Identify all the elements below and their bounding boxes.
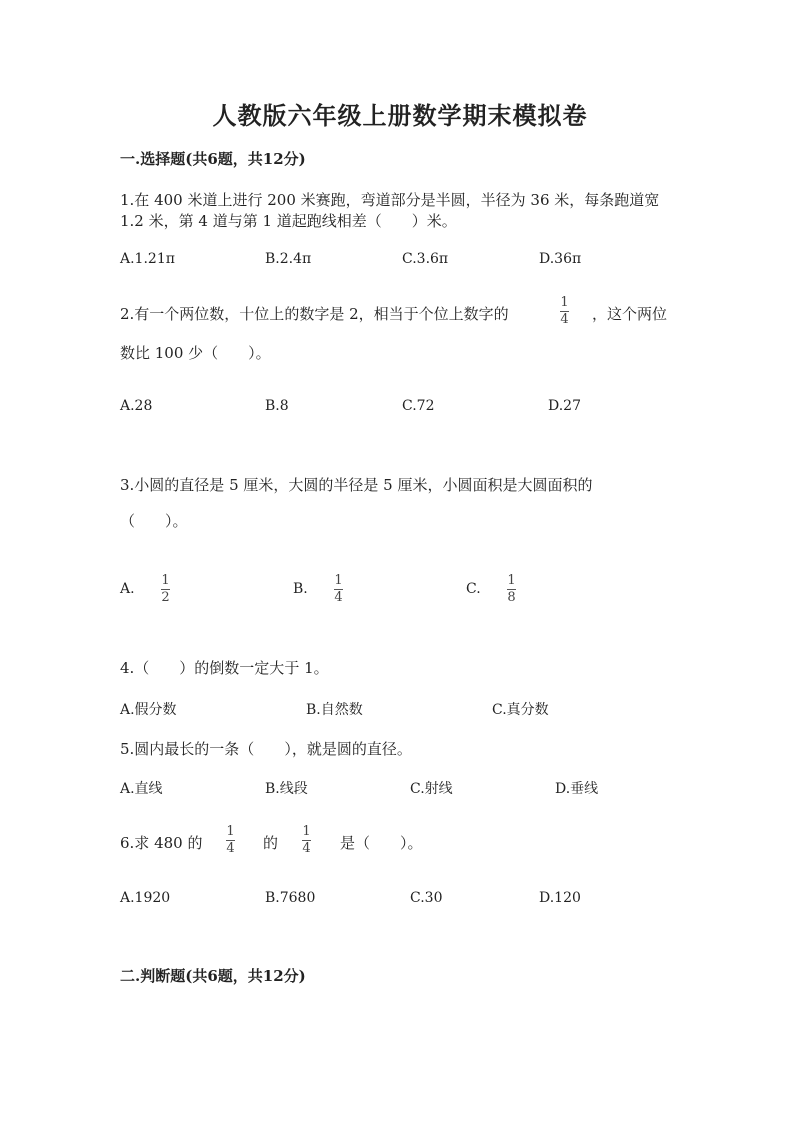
q2-option-b: B.8: [265, 398, 289, 414]
q2-fraction-numerator: 1: [560, 295, 569, 310]
q3-option-c-denominator: 8: [507, 590, 516, 605]
q2-fraction: [560, 296, 569, 327]
q3-option-c-numerator: 1: [507, 573, 516, 588]
q3-option-b-numerator: 1: [334, 573, 343, 588]
section-1-heading: 一.选择题(共6题，共12分): [120, 150, 306, 168]
q6-option-a: A.1920: [120, 890, 171, 906]
q6-fraction-1-numerator: 1: [226, 824, 235, 839]
q1-option-c: C.3.6π: [402, 251, 449, 267]
q2-line1-start: 2.有一个两位数，十位上的数字是 2，相当于个位上数字的: [120, 305, 509, 323]
q3-option-a-denominator: 2: [161, 590, 170, 605]
q3-option-a-fraction: [161, 574, 170, 605]
q4-option-a: A.假分数: [120, 702, 177, 718]
q1-option-a: A.1.21π: [120, 251, 175, 267]
q6-part2: 的: [263, 834, 279, 852]
q1-line2: 1.2 米，第 4 道与第 1 道起跑线相差（ ）米。: [120, 212, 457, 230]
q1-option-b: B.2.4π: [265, 251, 312, 267]
q6-fraction-2-numerator: 1: [302, 824, 311, 839]
q3-option-c-label: C.: [466, 581, 481, 597]
q2-line2: 数比 100 少（ ）。: [120, 344, 271, 362]
q4-option-c: C.真分数: [492, 702, 549, 718]
q6-fraction-1: [226, 825, 235, 856]
q1-option-d: D.36π: [539, 251, 582, 267]
q2-option-a: A.28: [120, 398, 153, 414]
q6-option-d: D.120: [539, 890, 581, 906]
q5-option-d: D.垂线: [555, 781, 599, 797]
q5-option-b: B.线段: [265, 781, 308, 797]
q4-line1: 4.（ ）的倒数一定大于 1。: [120, 659, 329, 677]
page-title: 人教版六年级上册数学期末模拟卷: [212, 101, 588, 130]
q2-option-c: C.72: [402, 398, 435, 414]
q3-option-b-fraction: [334, 574, 343, 605]
q6-part1: 6.求 480 的: [120, 834, 203, 852]
q6-part3: 是（ ）。: [340, 834, 423, 852]
q6-fraction-2: [302, 825, 311, 856]
q5-line1: 5.圆内最长的一条（ ），就是圆的直径。: [120, 740, 412, 758]
q3-line1: 3.小圆的直径是 5 厘米，大圆的半径是 5 厘米，小圆面积是大圆面积的: [120, 476, 593, 494]
q4-option-b: B.自然数: [306, 702, 363, 718]
q3-option-c-fraction: [507, 574, 516, 605]
q6-option-b: B.7680: [265, 890, 316, 906]
q5-option-a: A.直线: [120, 781, 163, 797]
q3-option-b-denominator: 4: [334, 590, 343, 605]
q3-line2: （ ）。: [120, 512, 188, 530]
q2-line1-end: ，这个两位: [592, 305, 668, 323]
q6-fraction-1-denominator: 4: [226, 841, 235, 856]
q2-option-d: D.27: [548, 398, 581, 414]
q3-option-a-label: A.: [120, 581, 135, 597]
q2-fraction-denominator: 4: [560, 312, 569, 327]
q1-line1: 1.在 400 米道上进行 200 米赛跑，弯道部分是半圆，半径为 36 米，每条跑道宽: [120, 191, 660, 209]
q6-option-c: C.30: [410, 890, 443, 906]
q3-option-a-numerator: 1: [161, 573, 170, 588]
section-2-heading: 二.判断题(共6题，共12分): [120, 967, 306, 985]
q3-option-b-label: B.: [293, 581, 308, 597]
q6-fraction-2-denominator: 4: [302, 841, 311, 856]
q5-option-c: C.射线: [410, 781, 453, 797]
